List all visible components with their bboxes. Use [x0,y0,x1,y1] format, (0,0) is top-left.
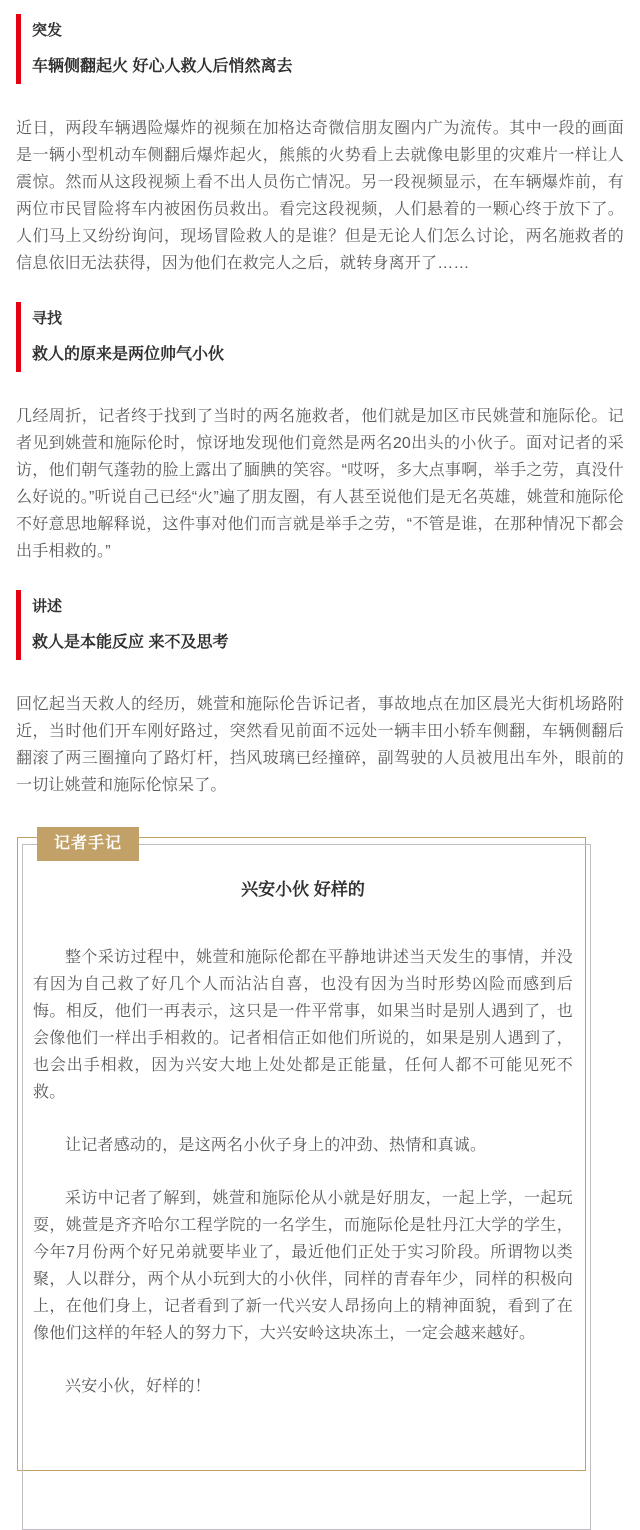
section-header-search [16,302,624,372]
note-paragraph: 采访中记者了解到，姚萱和施际伦从小就是好朋友，一起上学，一起玩耍，姚萱是齐齐哈尔工程学院的一名学生，而施际伦是牡丹江大学的学生，今年7月份两个好兄弟就要毕业了，最近他们正处于实习阶段。所谓物以类聚，人以群分，两个从小玩到大的小伙伴，同样的青春年少，同样的积极向上，在他们身上，记者看到了新一代兴安人昂扬向上的精神面貌，看到了在像他们这样的年轻人的努力下，大兴安岭这块冻土，一定会越来越好。 [33,1190,573,1342]
note-paragraph: 兴安小伙，好样的！ [65,1378,211,1395]
section-title: 车辆侧翻起火 好心人救人后悄然离去 [32,58,293,75]
section-header-telling [16,590,624,660]
section-title: 救人的原来是两位帅气小伙 [32,346,225,363]
section-kicker: 寻找 [32,310,63,327]
section-paragraph: 回忆起当天救人的经历，姚萱和施际伦告诉记者，事故地点在加区晨光大街机场路附近，当时他们开车刚好路过，突然看见前面不远处一辆丰田小轿车侧翻，车辆侧翻后翻滚了两三圈撞向了路灯杆，挡风玻璃已经撞碎，副驾驶的人员被甩出车外，眼前的一切让姚萱和施际伦惊呆了。 [16,696,624,794]
section-paragraph: 几经周折，记者终于找到了当时的两名施救者，他们就是加区市民姚萱和施际伦。记者见到姚萱和施际伦时，惊讶地发现他们竟然是两名20出头的小伙子。面对记者的采访，他们朝气蓬勃的脸上露出了腼腆的笑容。“哎呀，多大点事啊，举手之劳，真没什么好说的。”听说自己已经“火”遍了朋友圈，有人甚至说他们是无名英雄，姚萱和施际伦不好意思地解释说，这件事对他们而言就是举手之劳，“不管是谁，在那种情况下都会出手相救的。” [16,408,624,560]
note-box-title: 兴安小伙 好样的 [241,880,365,899]
section-kicker: 突发 [32,22,63,39]
note-paragraph: 让记者感动的，是这两名小伙子身上的冲劲、热情和真诚。 [65,1137,487,1154]
section-title: 救人是本能反应 来不及思考 [32,634,229,651]
section-kicker: 讲述 [32,598,63,615]
note-box-label: 记者手记 [37,827,139,861]
section-paragraph: 近日，两段车辆遇险爆炸的视频在加格达奇微信朋友圈内广为流传。其中一段的画面是一辆小型机动车侧翻后爆炸起火，熊熊的火势看上去就像电影里的灾难片一样让人震惊。然而从这段视频上看不出人员伤亡情况。另一段视频显示，在车辆爆炸前，有两位市民冒险将车内被困伤员救出。看完这段视频，人们悬着的一颗心终于放下了。人们马上又纷纷询问，现场冒险救人的是谁？但是无论人们怎么讨论，两名施救者的信息依旧无法获得，因为他们在救完人之后，就转身离开了…… [16,120,624,272]
section-header-breaking [16,14,624,84]
note-paragraph: 整个采访过程中，姚萱和施际伦都在平静地讲述当天发生的事情，并没有因为自己救了好几个人而沾沾自喜，也没有因为当时形势凶险而感到后悔。相反，他们一再表示，这只是一件平常事，如果当时是别人遇到了，也会像他们一样出手相救的。记者相信正如他们所说的，如果是别人遇到了，也会出手相救，因为兴安大地上处处都是正能量，任何人都不可能见死不救。 [33,949,573,1101]
reporter-note-box [17,837,586,1471]
